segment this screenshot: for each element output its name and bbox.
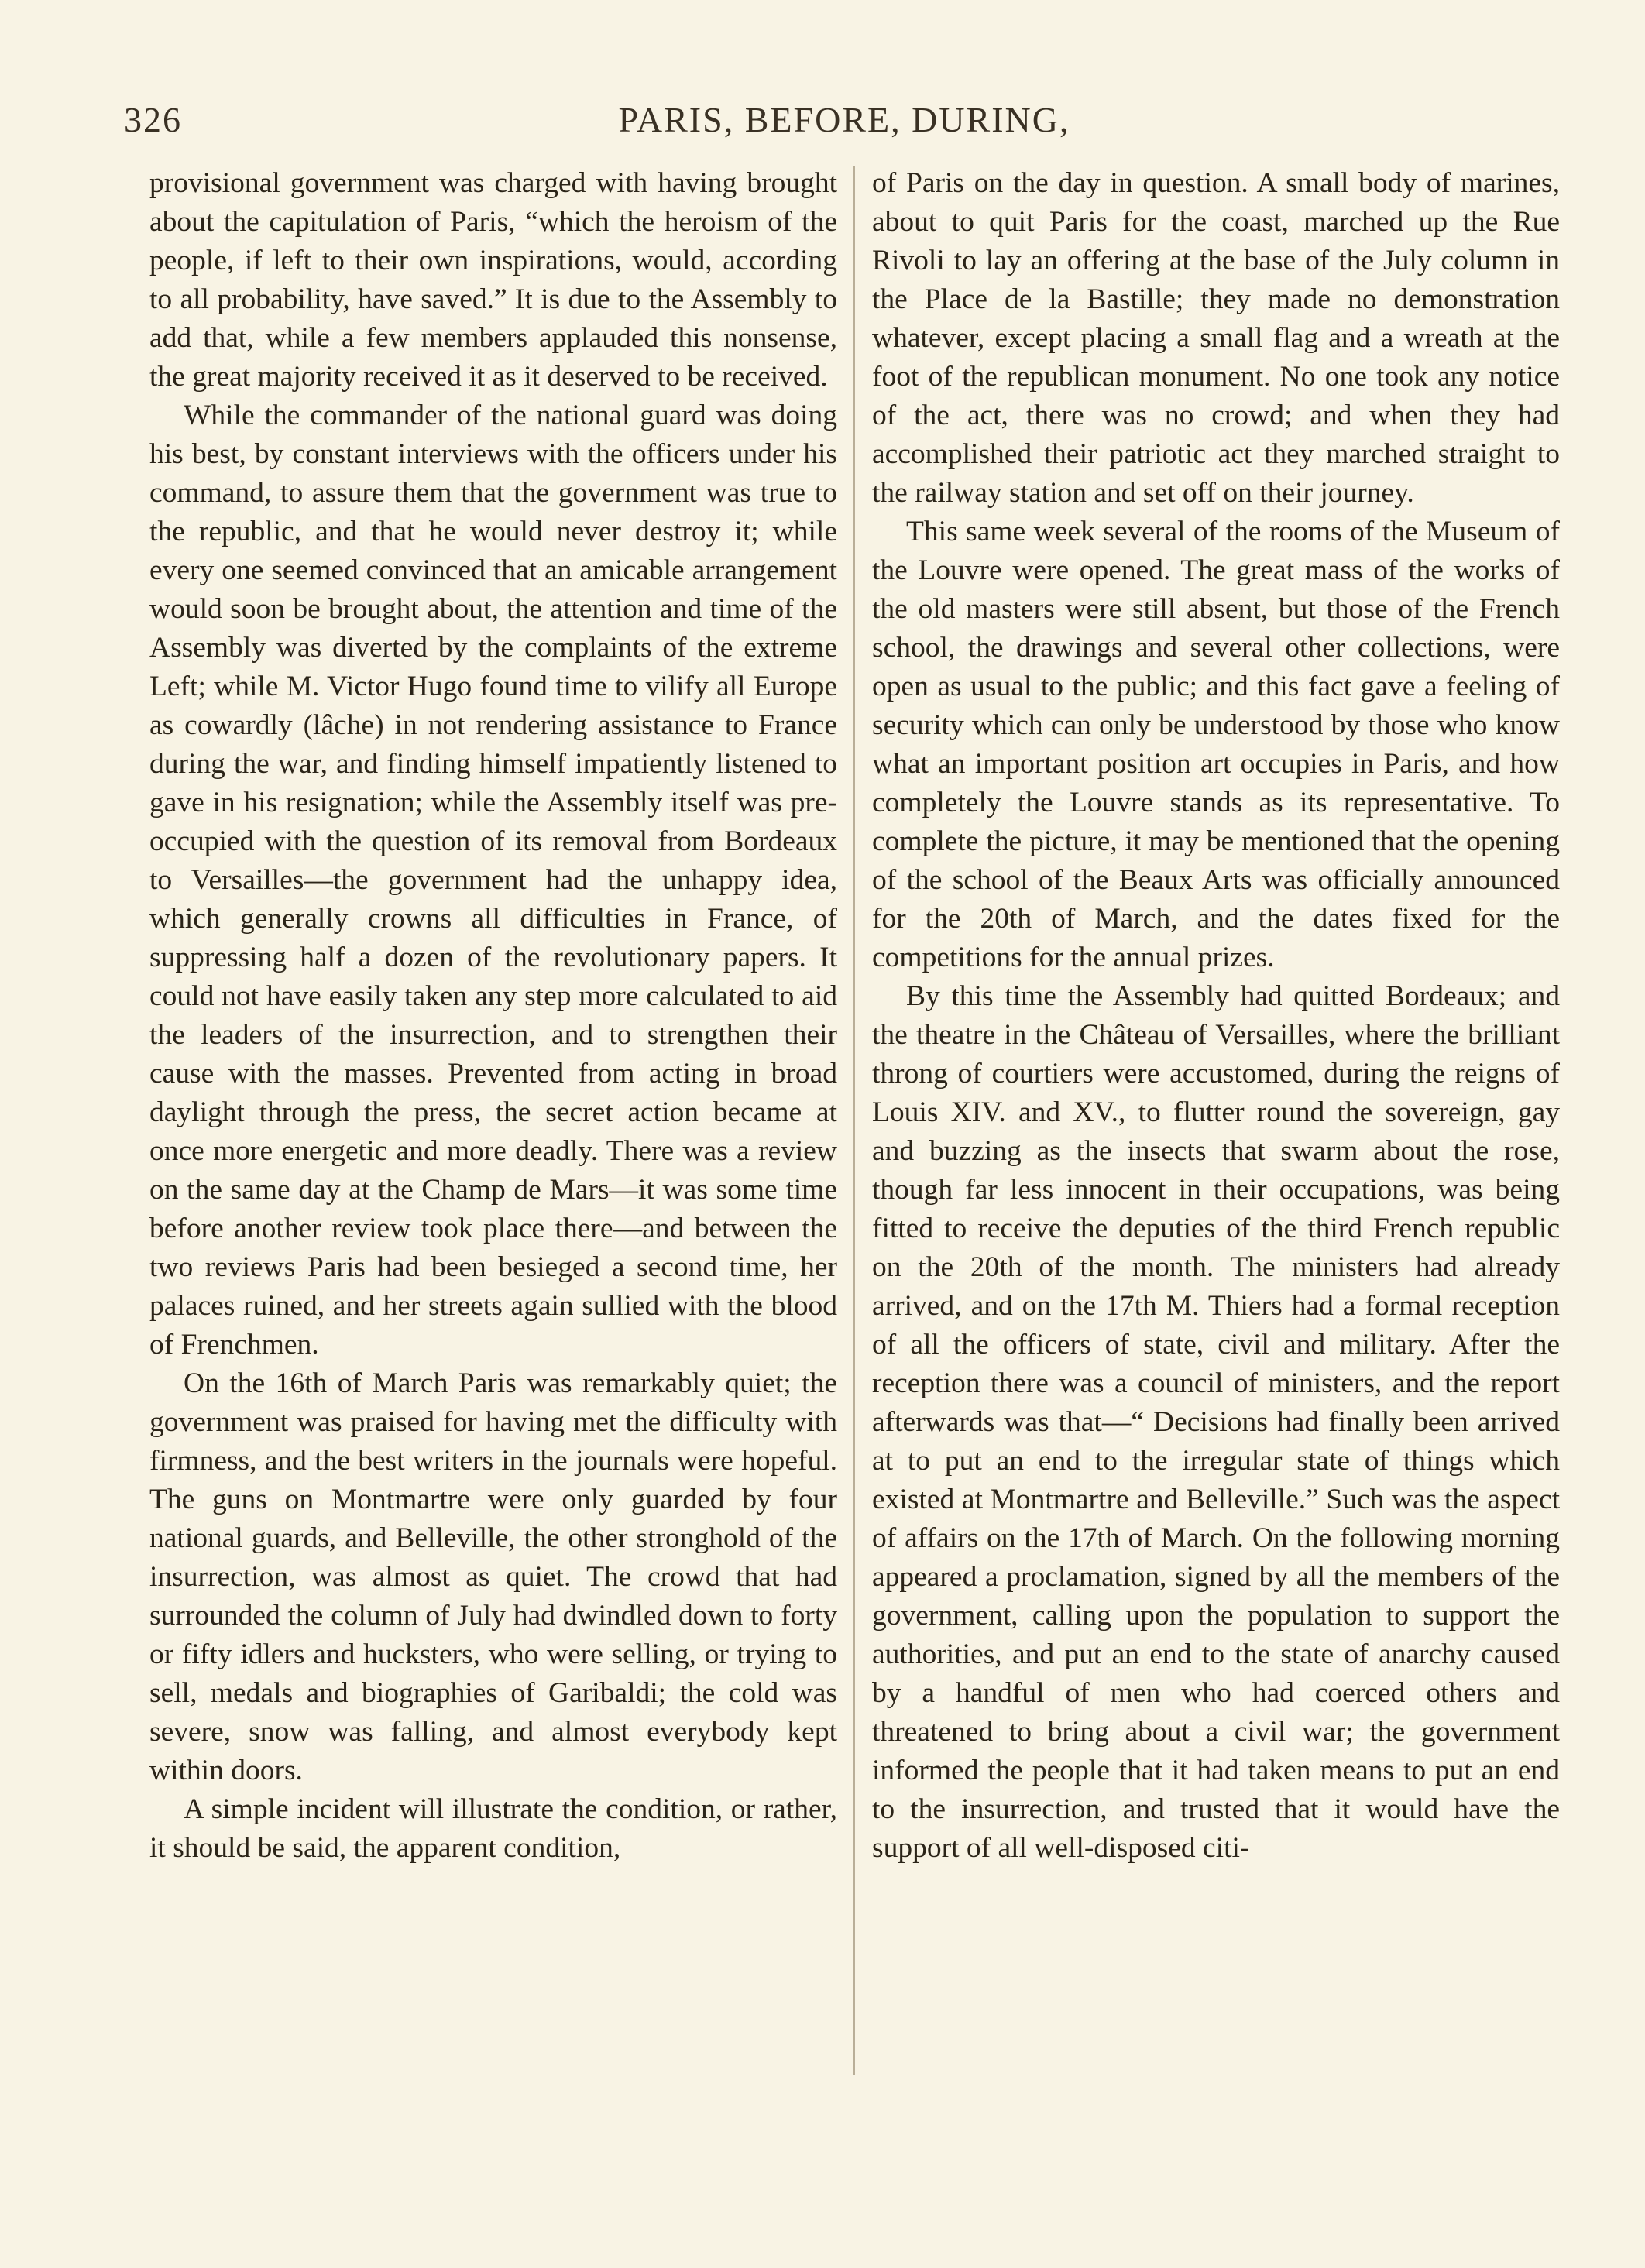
paragraph: While the commander of the national guard was doing his best, by constant interviews with the officers under his command, to assure them that the government was true to the republic, and that he would never destroy it; while every one seemed convinced that an amicable arrangement would soon be brought about, the attention and time of the Assembly was diverted by the complaints of the extreme Left; while M. Victor Hugo found time to vilify all Europe as cowardly (lâche) in not rendering assistance to France during the war, and finding himself impatiently listened to gave in his resignation; while the Assembly itself was pre-occupied with the question of its removal from Bordeaux to Versailles—the government had the unhappy idea, which generally crowns all difficulties in France, of suppressing half a dozen of the revolutionary papers. It could not have easily taken any step more calculated to aid the leaders of the insurrection, and to strengthen their cause with the masses. Prevented from acting in broad daylight through the press, the secret action became at once more energetic and more deadly. There was a review on the same day at the Champ de Mars—it was some time before another review took place there—and between the two reviews Paris had been besieged a second time, her palaces ruined, and her streets again sullied with the blood of Frenchmen. — [149, 400, 837, 1360]
running-head: PARIS, BEFORE, DURING, — [618, 100, 1070, 139]
paragraph: On the 16th of March Paris was remarkably quiet; the government was praised for having met the difficulty with firmness, and the best writers in the journals were hopeful. The guns on Montmartre were only guarded by four national guards, and Belleville, the other stronghold of the insurrection, was almost as quiet. The crowd that had surrounded the column of July had dwindled down to forty or fifty idlers and hucksters, who were selling, or trying to sell, medals and biographies of Garibaldi; the cold was severe, snow was falling, and almost everybody kept within doors. — [149, 1367, 837, 1786]
paragraph: of Paris on the day in question. A small body of marines, about to quit Paris for the coast, marched up the Rue Rivoli to lay an offering at the base of the July column in the Place de la Bastille; they made no demonstration whatever, except placing a small flag and a wreath at the foot of the republican monument. No one took any notice of the act, there was no crowd; and when they had accomplished their patriotic act they marched straight to the railway station and set off on their journey. — [872, 167, 1560, 509]
paragraph: A simple incident will illustrate the condition, or rather, it should be said, the apparent condition, — [149, 1793, 837, 1864]
paragraph: By this time the Assembly had quitted Bordeaux; and the theatre in the Château of Versailles, where the brilliant throng of courtiers were accustomed, during the reigns of Louis XIV. and XV., to flutter round the sovereign, gay and buzzing as the insects that swarm about the rose, though far less innocent in their occupations, was being fitted to receive the deputies of the third French republic on the 20th of the month. The ministers had already arrived, and on the 17th M. Thiers had a formal reception of all the officers of state, civil and military. After the reception there was a council of ministers, and the report afterwards was that—“ Decisions had finally been arrived at to put an end to the irregular state of things which existed at Montmartre and Belleville.” Such was the aspect of affairs on the 17th of March. On the following morning appeared a proclamation, signed by all the members of the government, calling upon the population to support the authorities, and put an end to the state of anarchy caused by a handful of men who had coerced others and threatened to bring about a civil war; the government informed the people that it had taken means to put an end to the insurrection, and trusted that it would have the support of all well-disposed citi- — [872, 980, 1560, 1864]
left-column — [149, 164, 837, 1868]
column-divider — [853, 166, 855, 2075]
paragraph: provisional government was charged with having brought about the capitulation of Paris, “which the heroism of the people, if left to their own inspirations, would, according to all probability, have saved.” It is due to the Assembly to add that, while a few members applauded this nonsense, the great majority received it as it deserved to be received. — [149, 167, 837, 393]
paragraph: This same week several of the rooms of the Museum of the Louvre were opened. The great mass of the works of the old masters were still absent, but those of the French school, the drawings and several other collections, were open as usual to the public; and this fact gave a feeling of security which can only be understood by those who know what an important position art occupies in Paris, and how completely the Louvre stands as its representative. To complete the picture, it may be mentioned that the opening of the school of the Beaux Arts was officially announced for the 20th of March, and the dates fixed for the competitions for the annual prizes. — [872, 516, 1560, 973]
right-column — [872, 164, 1560, 1868]
page-number: 326 — [124, 100, 182, 139]
page-header — [124, 99, 1564, 146]
